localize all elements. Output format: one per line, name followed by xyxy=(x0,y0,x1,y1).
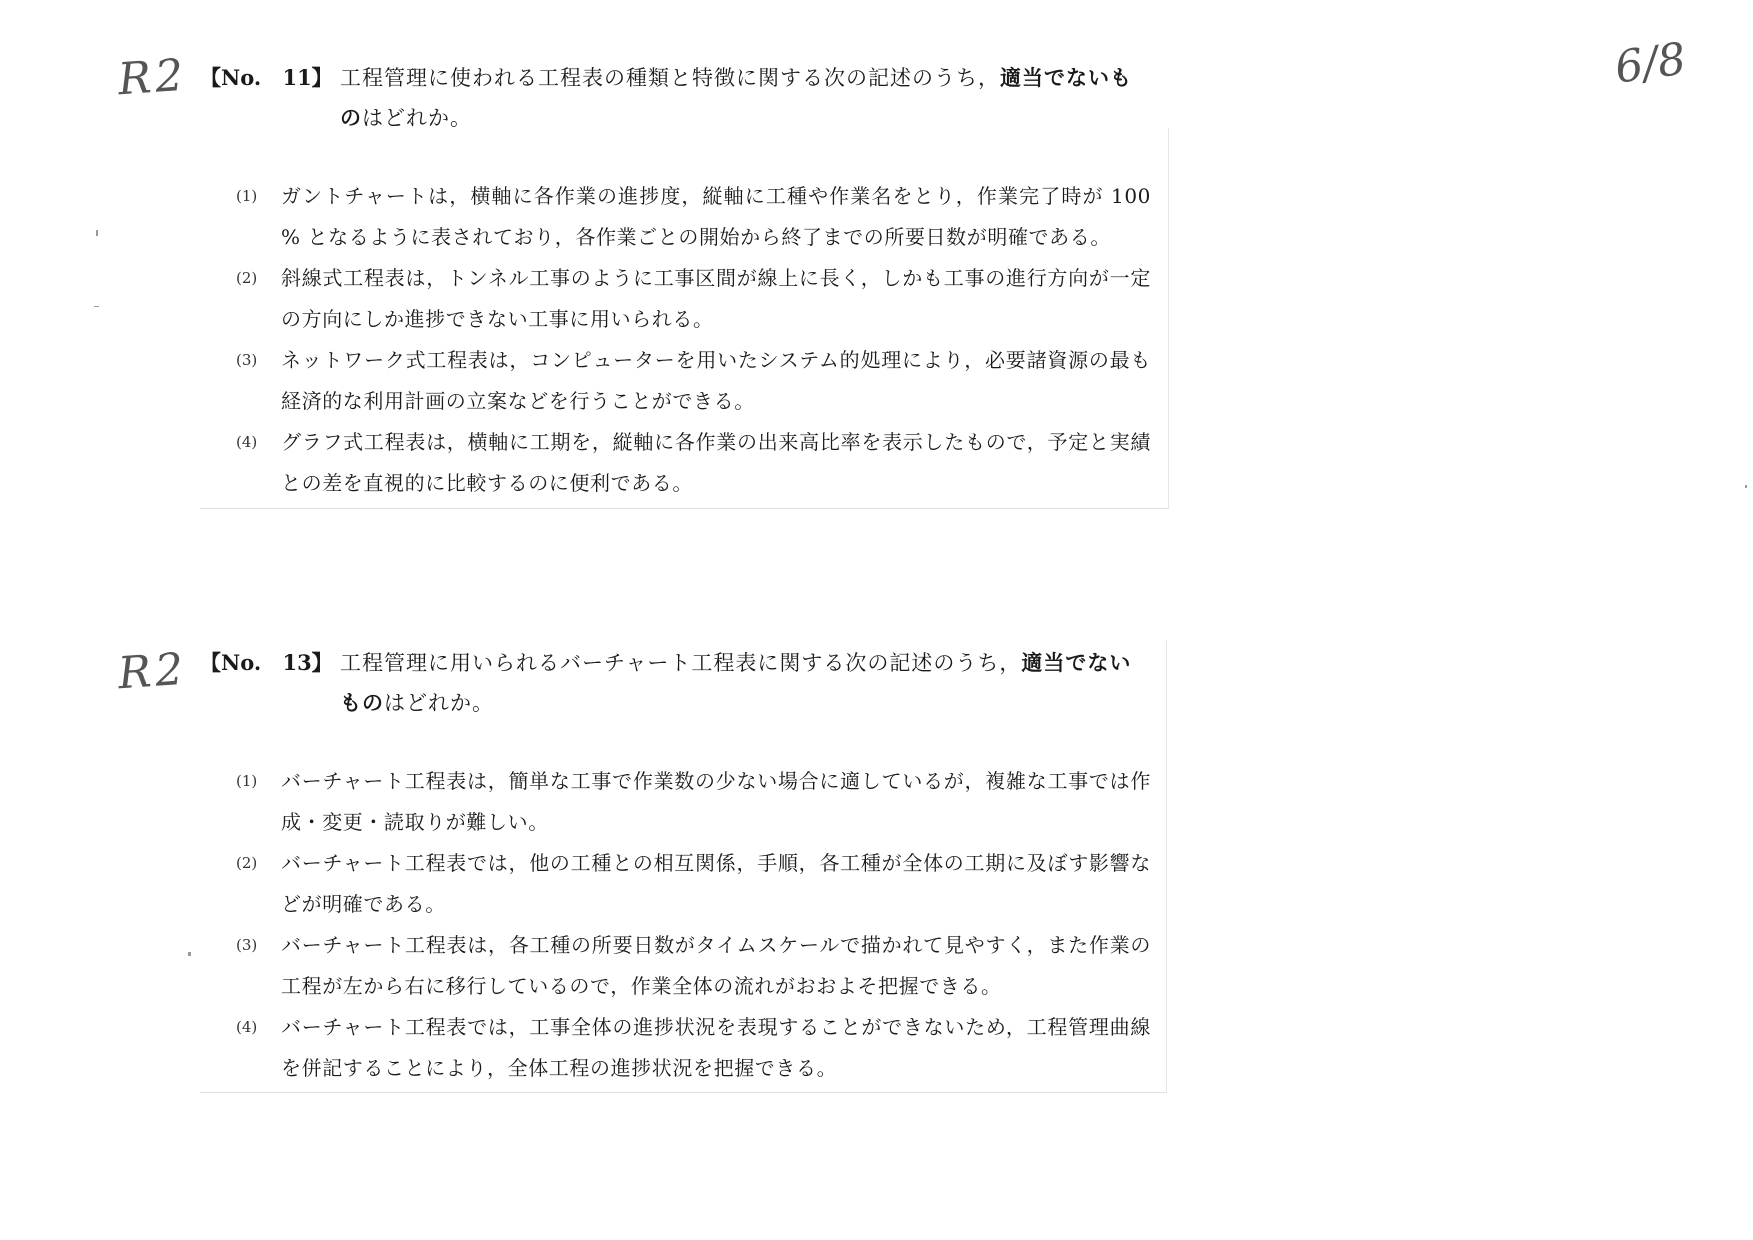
question-13-choice-1 xyxy=(236,761,1170,843)
question-13-choices xyxy=(200,761,1170,1089)
choice-text: ガントチャートは，横軸に各作業の進捗度，縦軸に工種や作業名をとり，作業完了時が 100 % となるように表されており，各作業ごとの開始から終了までの所要日数が明確である。 xyxy=(281,184,1151,249)
choice-text: バーチャート工程表では，他の工種との相互関係，手順，各工種が全体の工期に及ぼす影響などが明確である。 xyxy=(281,851,1151,916)
handwritten-page-marker: 6/8 xyxy=(1611,33,1690,94)
question-11-choice-2 xyxy=(236,258,1170,340)
question-11-choice-4 xyxy=(236,422,1170,504)
choice-text: バーチャート工程表は，簡単な工事で作業数の少ない場合に適しているが，複雑な工事では作成・変更・読取りが難しい。 xyxy=(281,769,1151,834)
scan-speck xyxy=(96,230,98,236)
question-11-header xyxy=(200,58,1170,138)
choice-number: (2) xyxy=(236,854,258,872)
choice-number: (3) xyxy=(236,936,258,954)
question-13-prompt: 工程管理に用いられるバーチャート工程表に関する次の記述のうち，適当でないものはどれか。 xyxy=(340,650,1132,715)
question-13-emphasis: 適当でないもの xyxy=(340,650,1132,715)
question-11 xyxy=(200,58,1170,504)
scan-speck xyxy=(1745,485,1747,488)
handwritten-r2-note-top: R2 xyxy=(116,49,189,106)
question-11-prompt: 工程管理に使われる工程表の種類と特徴に関する次の記述のうち，適当でないものはどれか。 xyxy=(340,65,1132,130)
question-11-choices xyxy=(200,176,1170,504)
question-13-number: 【No. 13】 xyxy=(200,650,333,675)
choice-text: バーチャート工程表では，工事全体の進捗状況を表現することができないため，工程管理曲線を併記することにより，全体工程の進捗状況を把握できる。 xyxy=(281,1015,1151,1080)
question-11-emphasis: 適当でないもの xyxy=(340,65,1132,130)
choice-number: (4) xyxy=(236,433,258,451)
question-11-number: 【No. 11】 xyxy=(200,65,333,90)
question-13 xyxy=(200,643,1170,1089)
choice-number: (4) xyxy=(236,1018,258,1036)
question-13-header xyxy=(200,643,1170,723)
question-13-choice-3 xyxy=(236,925,1170,1007)
handwritten-r2-note-bottom: R2 xyxy=(116,643,189,700)
question-11-choice-3 xyxy=(236,340,1170,422)
choice-text: ネットワーク式工程表は，コンピューターを用いたシステム的処理により，必要諸資源の最も経済的な利用計画の立案などを行うことができる。 xyxy=(281,348,1151,413)
choice-text: グラフ式工程表は，横軸に工期を，縦軸に各作業の出来高比率を表示したもので，予定と実績との差を直視的に比較するのに便利である。 xyxy=(281,430,1151,495)
choice-number: (2) xyxy=(236,269,258,287)
choice-number: (3) xyxy=(236,351,258,369)
scan-speck xyxy=(94,306,99,307)
choice-number: (1) xyxy=(236,187,258,205)
choice-number: (1) xyxy=(236,772,258,790)
choice-text: 斜線式工程表は，トンネル工事のように工事区間が線上に長く，しかも工事の進行方向が一定の方向にしか進捗できない工事に用いられる。 xyxy=(281,266,1151,331)
question-11-choice-1 xyxy=(236,176,1170,258)
question-13-choice-2 xyxy=(236,843,1170,925)
scan-speck xyxy=(188,952,191,956)
question-13-choice-4 xyxy=(236,1007,1170,1089)
choice-text: バーチャート工程表は，各工種の所要日数がタイムスケールで描かれて見やすく，また作業の工程が左から右に移行しているので，作業全体の流れがおおよそ把握できる。 xyxy=(281,933,1151,998)
